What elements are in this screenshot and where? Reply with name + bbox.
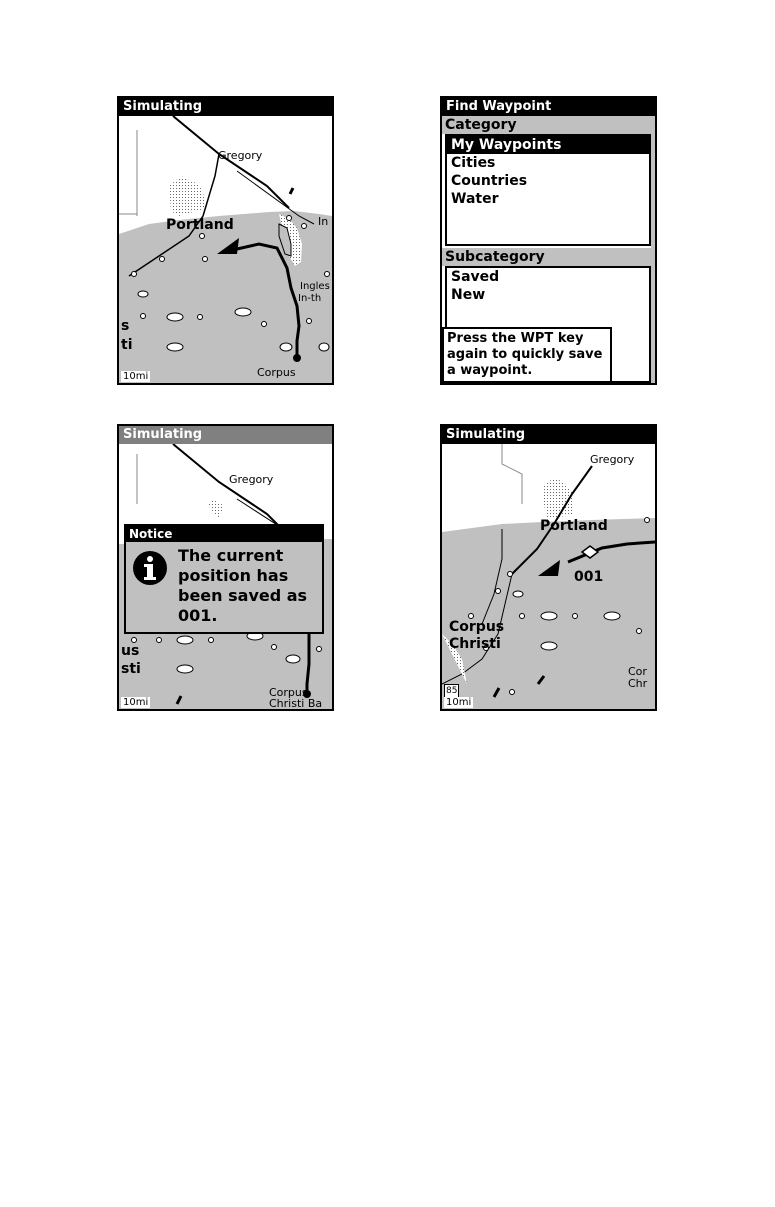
label-sti: sti [121, 661, 141, 677]
screen-title: Simulating [442, 426, 655, 444]
label-cor: Cor [628, 665, 647, 678]
scrollbar[interactable] [651, 116, 655, 383]
info-icon [132, 550, 168, 590]
label-gregory: Gregory [590, 453, 635, 466]
category-item-my-waypoints[interactable]: My Waypoints [447, 136, 649, 154]
label-ingles: Ingles [300, 281, 330, 292]
scale-indicator: 10mi [446, 697, 472, 708]
category-header: Category [442, 116, 655, 134]
label-ti: ti [121, 337, 133, 353]
screen-title: Simulating [119, 426, 332, 444]
notice-dialog [124, 524, 324, 634]
label-portland: Portland [166, 217, 234, 233]
subcategory-header: Subcategory [442, 248, 655, 266]
scale-indicator: 10mi [123, 697, 149, 708]
label-christi-ba: Christi Ba [269, 697, 323, 710]
notice-message: The current position has been saved as 001. [178, 546, 308, 625]
label-waypoint-001[interactable]: 001 [574, 569, 604, 585]
label-inth: In-th [298, 293, 322, 304]
hint-text: Press the WPT key again to quickly save a waypoint. [442, 327, 612, 383]
map-graphics [442, 444, 655, 709]
label-s: s [121, 318, 130, 334]
label-corpus: Corpus [269, 686, 308, 699]
label-christi: Christi [449, 636, 501, 652]
urban-area [169, 176, 207, 216]
map-screen-simulating-1 [117, 96, 334, 385]
label-gregory: Gregory [218, 149, 263, 162]
map-view[interactable] [119, 116, 332, 383]
subcategory-item-saved[interactable]: Saved [451, 269, 500, 285]
label-chr: Chr [628, 677, 648, 690]
find-waypoint-screen [440, 96, 657, 385]
label-portland: Portland [540, 518, 608, 534]
category-list [445, 134, 651, 246]
map-screen-simulating-2 [440, 424, 657, 711]
screen-title: Simulating [119, 98, 332, 116]
category-item-water[interactable]: Water [451, 191, 499, 207]
label-corpus: Corpus [449, 619, 505, 635]
category-item-countries[interactable]: Countries [451, 173, 528, 189]
notice-title: Notice [126, 526, 322, 542]
subcategory-item-new[interactable]: New [451, 287, 486, 303]
screen-title: Find Waypoint [442, 98, 655, 116]
label-us: us [121, 643, 140, 659]
highway-shield: 85 [446, 686, 458, 696]
label-corpus: Corpus [257, 366, 296, 379]
map-view[interactable] [442, 444, 655, 709]
label-in: In [318, 215, 329, 228]
category-item-cities[interactable]: Cities [451, 155, 496, 171]
label-gregory: Gregory [229, 473, 274, 486]
map-screen-notice [117, 424, 334, 711]
scale-indicator: 10mi [123, 371, 149, 382]
